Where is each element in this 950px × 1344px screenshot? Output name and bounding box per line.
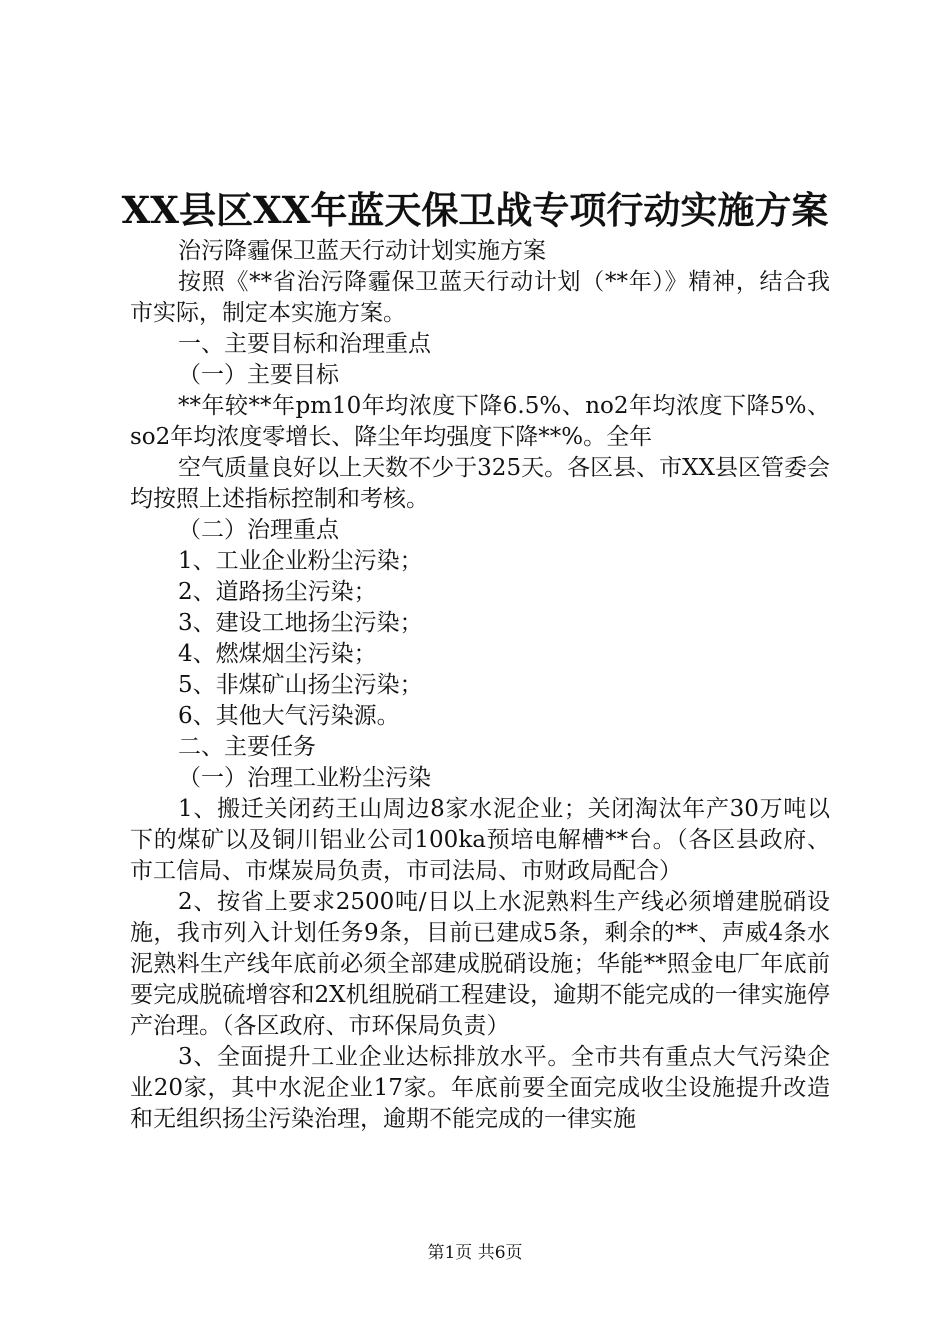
paragraph: 空气质量良好以上天数不少于325天。各区县、市XX县区管委会均按照上述指标控制和考核。 xyxy=(130,455,830,512)
list-item: 1、工业企业粉尘污染； xyxy=(178,548,423,574)
paragraph: 1、搬迁关闭药王山周边8家水泥企业；关闭淘汰年产30万吨以下的煤矿以及铜川铝业公司100ka预培电解槽**台。（各区县政府、市工信局、市煤炭局负责，市司法局、市财政局配合） xyxy=(130,796,830,884)
list-item: 6、其他大气污染源。 xyxy=(178,703,400,729)
paragraph: **年较**年pm10年均浓度下降6.5%、no2年均浓度下降5%、so2年均浓度零增长、降尘年均强度下降**%。全年 xyxy=(130,393,830,450)
subsection-heading: （一）主要目标 xyxy=(178,362,339,388)
paragraph: 3、全面提升工业企业达标排放水平。全市共有重点大气污染企业20家，其中水泥企业17家。年底前要全面完成收尘设施提升改造和无组织扬尘污染治理，逾期不能完成的一律实施 xyxy=(130,1044,830,1132)
list-item: 4、燃煤烟尘污染； xyxy=(178,641,377,667)
paragraph: 按照《**省治污降霾保卫蓝天行动计划（**年）》精神，结合我市实际，制定本实施方案。 xyxy=(130,269,830,326)
page-footer: 第1页 共6页 xyxy=(427,1243,523,1263)
subsection-heading: （一）治理工业粉尘污染 xyxy=(178,765,431,791)
section-heading: 一、主要目标和治理重点 xyxy=(178,331,431,357)
list-item: 5、非煤矿山扬尘污染； xyxy=(178,672,423,698)
section-heading: 二、主要任务 xyxy=(178,734,316,760)
list-item: 3、建设工地扬尘污染； xyxy=(178,610,423,636)
document-body xyxy=(130,236,830,1135)
paragraph: 治污降霾保卫蓝天行动计划实施方案 xyxy=(178,238,546,264)
paragraph: 2、按省上要求2500吨/日以上水泥熟料生产线必须增建脱硝设施，我市列入计划任务9条，目前已建成5条，剩余的**、声威4条水泥熟料生产线年底前必须全部建成脱硝设施；华能**照金电厂年底前要完成脱硫增容和2X机组脱硝工程建设，逾期不能完成的一律实施停产治理。（各区政府、市环保局负责） xyxy=(130,889,830,1039)
subsection-heading: （二）治理重点 xyxy=(178,517,339,543)
document-title: XX县区XX年蓝天保卫战专项行动实施方案 xyxy=(121,188,829,232)
list-item: 2、道路扬尘污染； xyxy=(178,579,377,605)
